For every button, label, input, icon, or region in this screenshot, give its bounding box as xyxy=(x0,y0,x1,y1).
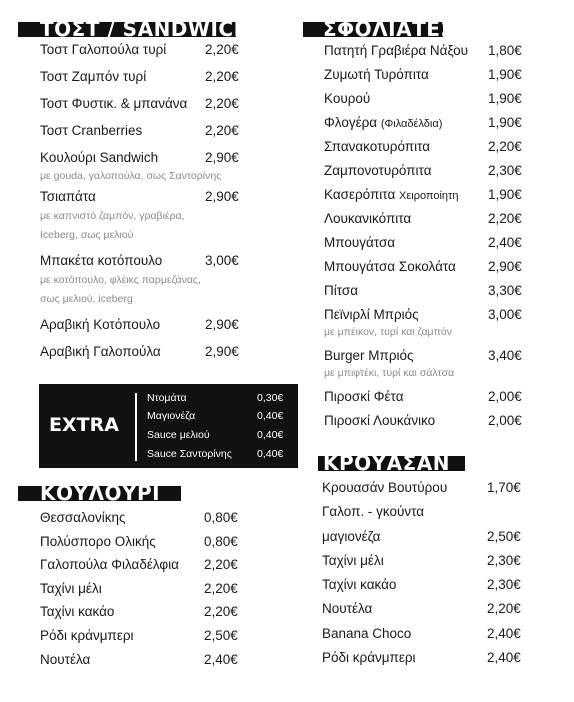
item-name: Τοστ Ζαμπόν τυρί xyxy=(40,69,147,84)
menu-item xyxy=(322,626,532,650)
menu-item xyxy=(322,480,532,504)
section-title-krouasan: ΚΡΟΥΑΣΑΝ xyxy=(323,451,450,475)
item-name: Πιροσκί Λουκάνικο xyxy=(324,413,436,428)
item-price: 2,90€ xyxy=(205,189,239,204)
menu-item xyxy=(322,504,532,528)
menu-item xyxy=(322,529,532,553)
krouasan-list xyxy=(322,480,532,674)
item-price: 3,40€ xyxy=(488,348,522,363)
item-description: με μπιφτέκι, τυρί και σάλτσα xyxy=(324,367,455,379)
item-name: Banana Choco xyxy=(322,625,412,641)
item-price: 3,00€ xyxy=(488,307,522,322)
item-name: Νουτέλα xyxy=(322,601,373,617)
item-price: 2,40€ xyxy=(204,651,238,667)
item-price: 2,50€ xyxy=(487,528,521,544)
item-name-text: Κασερόπιτα xyxy=(324,187,396,202)
item-name: Μπουγάτσα xyxy=(324,235,396,250)
menu-item xyxy=(324,163,534,187)
extra-item-price: 0,40€ xyxy=(257,448,284,460)
item-price: 2,30€ xyxy=(487,552,521,568)
menu-item xyxy=(40,557,250,581)
menu-item xyxy=(324,307,534,348)
item-price: 1,90€ xyxy=(488,187,522,202)
item-name: Μπουγάτσα Σοκολάτα xyxy=(324,259,456,274)
koulouri-list xyxy=(40,510,250,675)
item-price: 2,30€ xyxy=(487,577,521,593)
item-price: 1,90€ xyxy=(488,67,522,82)
menu-item xyxy=(322,601,532,625)
item-price: 2,20€ xyxy=(488,139,522,154)
item-name: Ρόδι κράνμπερι xyxy=(40,627,134,643)
item-name: Ταχίνι κακάο xyxy=(322,577,397,593)
menu-item xyxy=(324,259,534,283)
item-price: 2,40€ xyxy=(487,650,521,666)
item-name: Ζαμπονοτυρόπιτα xyxy=(324,163,432,178)
item-note: Χειροποίητη xyxy=(399,190,459,202)
extra-row xyxy=(39,429,298,447)
item-description: με κοτόπουλο, φλέικς παρμεζάνας, xyxy=(40,274,201,286)
menu-item xyxy=(324,139,534,163)
item-name: Ταχίνι μέλι xyxy=(40,580,102,596)
extra-item-name: Sauce μελιού xyxy=(147,429,210,441)
item-note: (Φιλαδέλδια) xyxy=(380,118,443,130)
item-price: 3,00€ xyxy=(205,253,239,268)
tost-list xyxy=(40,42,250,371)
item-description: με gouda, γαλοπούλα, σως Σαντορίνης xyxy=(40,170,222,182)
menu-item xyxy=(322,577,532,601)
item-name: Σπανακοτυρόπιτα xyxy=(324,139,431,154)
item-price: 2,20€ xyxy=(205,42,239,57)
extra-item-price: 0,40€ xyxy=(257,429,284,441)
item-name: Ταχίνι μέλι xyxy=(322,552,384,568)
item-price: 2,50€ xyxy=(204,627,238,643)
item-price: 2,00€ xyxy=(488,389,522,404)
item-name xyxy=(324,115,442,130)
menu-item xyxy=(40,581,250,605)
menu-item xyxy=(324,91,534,115)
item-name: Burger Μπριός xyxy=(324,348,414,363)
item-name: Αραβική Γαλοπούλα xyxy=(40,344,161,359)
menu-item xyxy=(40,344,250,371)
item-price: 2,30€ xyxy=(488,163,522,178)
menu-item xyxy=(40,189,250,253)
extra-item-name: Μαγιονέζα xyxy=(147,410,196,422)
extra-title: EXTRA xyxy=(49,414,119,436)
item-name: Μπακέτα κοτόπουλο xyxy=(40,253,163,268)
menu-item xyxy=(324,43,534,67)
item-name: Κουρού xyxy=(324,91,371,106)
item-name: Ζυμωτή Τυρόπιτα xyxy=(324,67,429,82)
item-price: 2,20€ xyxy=(205,69,239,84)
menu-item xyxy=(40,42,250,69)
item-price: 2,20€ xyxy=(488,211,522,226)
item-name: Πεϊνιρλί Μπριός xyxy=(324,307,419,322)
menu-item xyxy=(40,123,250,150)
extra-row xyxy=(39,448,298,466)
item-price: 2,20€ xyxy=(205,123,239,138)
item-name: Ταχίνι κακάο xyxy=(40,604,115,620)
item-price: 1,90€ xyxy=(488,91,522,106)
extra-item-price: 0,40€ xyxy=(257,410,284,422)
item-name: Γαλοπ. - γκούντα xyxy=(322,504,425,520)
item-price: 3,30€ xyxy=(488,283,522,298)
item-name: Γαλοπούλα Φιλαδέλφια xyxy=(40,557,179,573)
item-name: Κρουασάν Βουτύρου xyxy=(322,480,448,495)
menu-item xyxy=(324,283,534,307)
item-description: με μπέικον, τυρί και ζαμπόν xyxy=(324,326,452,338)
item-name: Πιροσκί Φέτα xyxy=(324,389,404,404)
item-price: 2,20€ xyxy=(487,601,521,617)
item-name: Πίτσα xyxy=(324,283,359,298)
item-name: Λουκανικόπιτα xyxy=(324,211,412,226)
menu-item xyxy=(324,115,534,139)
item-name: Τοστ Φυστικ. & μπανάνα xyxy=(40,96,188,111)
menu-item xyxy=(40,628,250,652)
item-name: Θεσσαλονίκης xyxy=(40,510,126,525)
sfoliates-list xyxy=(324,43,534,437)
item-price: 1,90€ xyxy=(488,115,522,130)
item-price: 2,20€ xyxy=(204,557,238,573)
menu-item xyxy=(40,96,250,123)
item-name-text: Φλογέρα xyxy=(324,115,378,130)
item-price: 0,80€ xyxy=(204,533,238,549)
item-price: 1,70€ xyxy=(487,480,521,495)
menu-item xyxy=(40,534,250,558)
section-title-koulouri: ΚΟΥΛΟΥΡΙ xyxy=(40,481,161,505)
item-price: 2,20€ xyxy=(205,96,239,111)
menu-item xyxy=(324,389,534,413)
menu-item xyxy=(322,650,532,674)
menu-item xyxy=(40,253,250,317)
item-price: 2,40€ xyxy=(487,625,521,641)
section-title-tost: ΤΟΣΤ / SANDWICH xyxy=(40,17,251,41)
item-price: 2,20€ xyxy=(204,580,238,596)
extra-item-price: 0,30€ xyxy=(257,392,284,404)
item-price: 0,80€ xyxy=(204,510,238,525)
menu-item xyxy=(324,67,534,91)
item-price: 2,20€ xyxy=(204,604,238,620)
item-description: Iceberg, σως μελιού xyxy=(40,229,134,241)
menu-item xyxy=(322,553,532,577)
menu-item xyxy=(324,211,534,235)
item-name: Τοστ Γαλοπούλα τυρί xyxy=(40,42,167,57)
menu-item xyxy=(324,348,534,389)
menu-item xyxy=(324,235,534,259)
item-price: 1,80€ xyxy=(488,43,522,58)
item-name: Πατητή Γραβιέρα Νάξου xyxy=(324,43,469,58)
extra-box xyxy=(39,384,298,468)
item-name: Πολύσπορο Ολικής xyxy=(40,533,156,549)
extra-row xyxy=(39,392,298,410)
menu-item xyxy=(324,187,534,211)
item-name: Κουλούρι Sandwich xyxy=(40,150,159,165)
item-name: Τοστ Cranberries xyxy=(40,123,143,138)
item-name: Αραβική Κοτόπουλο xyxy=(40,317,161,332)
menu-item xyxy=(40,604,250,628)
menu-item xyxy=(40,510,250,534)
menu-item xyxy=(324,413,534,437)
item-price: 2,00€ xyxy=(488,413,522,428)
item-name: Νουτέλα xyxy=(40,651,91,667)
item-price: 2,90€ xyxy=(488,259,522,274)
item-name: Τσιαπάτα xyxy=(40,189,96,204)
item-name: Ρόδι κράνμπερι xyxy=(322,650,416,666)
item-name: μαγιονέζα xyxy=(322,528,381,544)
extra-item-name: Ντομάτα xyxy=(147,392,187,404)
item-description: με καπνιστό ζαμπόν, γραβιέρα, xyxy=(40,210,185,222)
item-description: σως μελιού, iceberg xyxy=(40,293,133,305)
item-name xyxy=(324,187,459,202)
item-price: 2,90€ xyxy=(205,317,239,332)
menu-item xyxy=(40,69,250,96)
extra-row xyxy=(39,410,298,428)
item-price: 2,90€ xyxy=(205,344,239,359)
menu-item xyxy=(40,652,250,676)
menu-item xyxy=(40,317,250,344)
extra-item-name: Sauce Σαντορίνης xyxy=(147,448,232,460)
section-title-sfoliates: ΣΦΟΛΙΑΤΕΣ xyxy=(323,17,455,41)
menu-item xyxy=(40,150,250,189)
item-price: 2,90€ xyxy=(205,150,239,165)
item-price: 2,40€ xyxy=(488,235,522,250)
